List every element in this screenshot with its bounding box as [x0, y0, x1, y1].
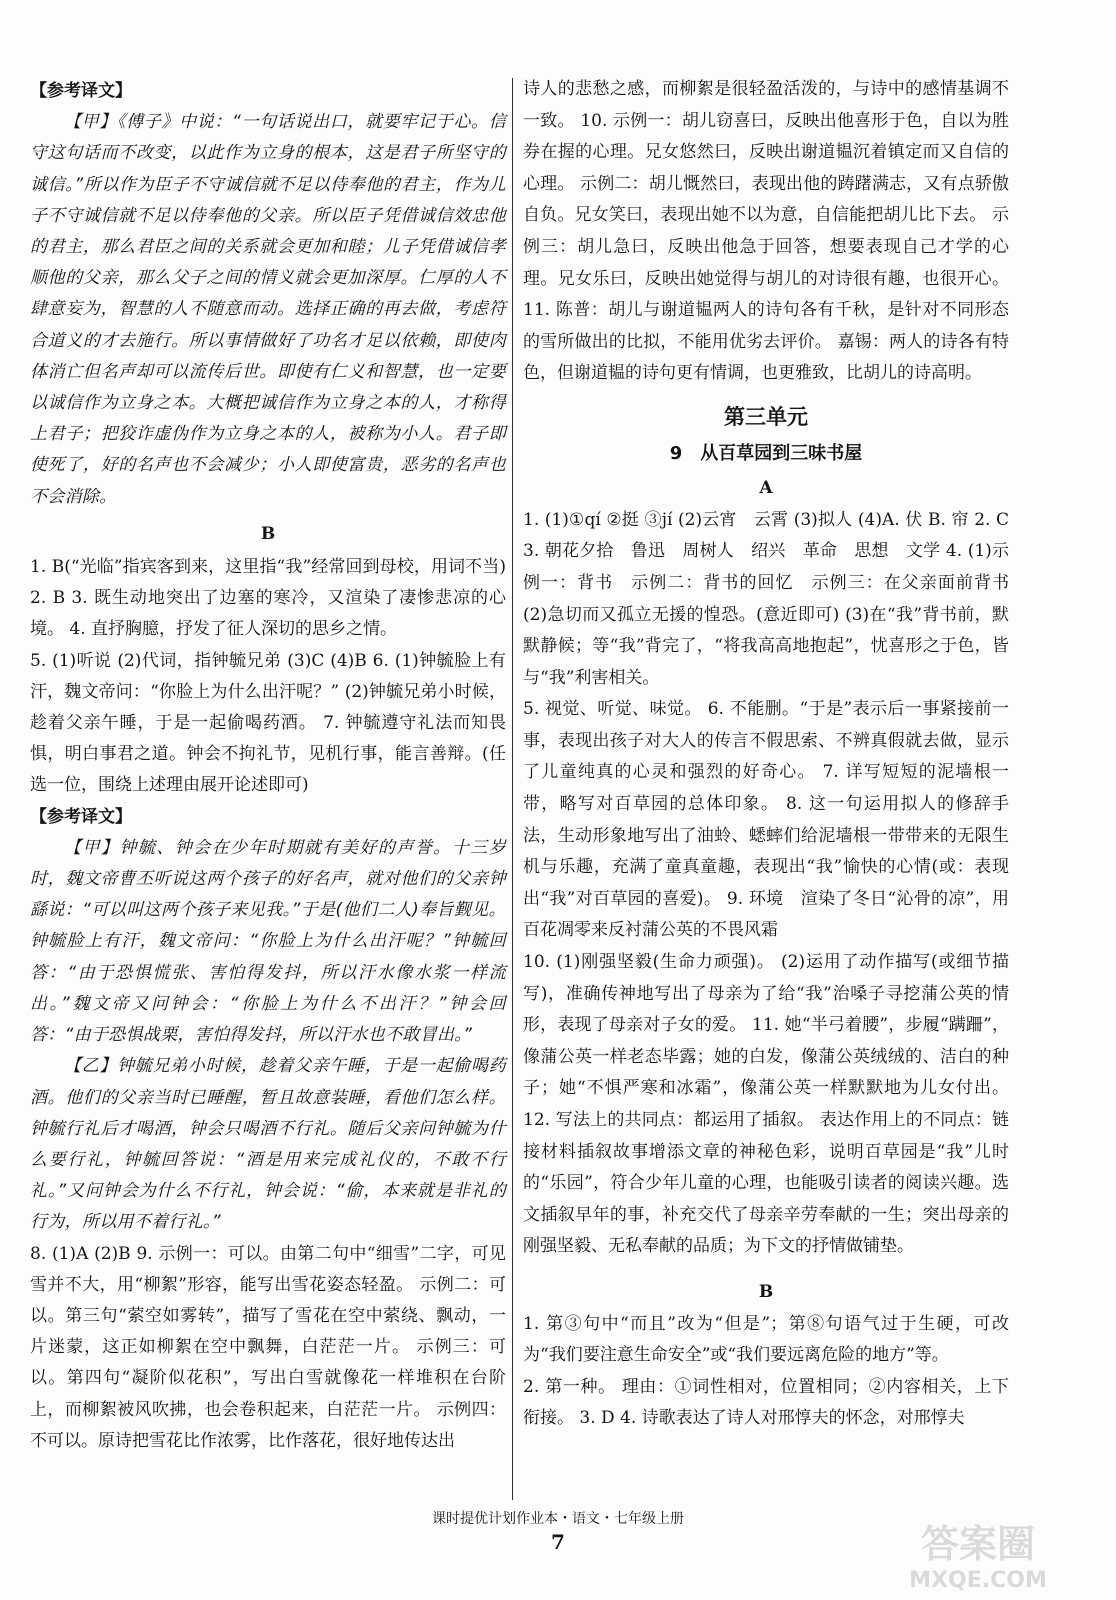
watermark-text: 答案圈 [920, 1522, 1036, 1566]
answers-b-1: 1. 第③句中“而且”改为“但是”；第⑧句语气过于生硬，可改为“我们要注意生命安全”或“我们要远离危险的地方”等。 [523, 1313, 1009, 1366]
answers-a-5-9: 5. 视觉、听觉、味觉。 6. 不能删。“于是”表示后一事紧接前一事，表现出孩子对大人的传言不假思索、不辨真假就去做，显示了儿童纯真的心灵和强烈的好奇心。 7. 详写短短的泥墙根一带，略写对百草园的总体印象。 8. 这一句运用拟人的修辞手法，生动形象地写出了油蛉、蟋蟀们给泥墙根一带带来的无限生机与乐趣，充满了童真童趣，表现出“我”愉快的心情(或：表现出“我”对百草园的喜爱)。 9. 环境 渲染了冬日“沁骨的凉”，用百花凋零来反衬蒲公英的不畏风霜 [523, 699, 1009, 941]
section-b-label: B [260, 523, 276, 544]
right-column [523, 74, 1009, 1435]
watermark-url: MXQE.COM [909, 1568, 1047, 1593]
reference-translation-heading-2: 【参考译文】 [30, 806, 132, 827]
answers-8-9: 8. (1)A (2)B 9. 示例一：可以。由第二句中“细雪”二字，可见雪并不大，用“柳絮”形容，能写出雪花姿态轻盈。 示例二：可以。第三句“萦空如雾转”，描写了雪花在空中萦绕、飘动，一片迷蒙，这正如柳絮在空中飘舞，白茫茫一片。 示例三：可以。第四句“凝阶似花积”，写出白雪就像花一样堆积在台阶上，而柳絮被风吹拂，也会卷积起来，白茫茫一片。 示例四：不可以。原诗把雪花比作浓雾，比作落花，很好地传达出 [30, 1243, 506, 1451]
watermark-logo [880, 1515, 1076, 1593]
footer-series-title: 课时提优计划作业本・语文・七年级上册 [432, 1511, 684, 1527]
translation-paragraph-jia-2: 【甲】钟毓、钟会在少年时期就有美好的声誉。十三岁时，魏文帝曹丕听说这两个孩子的好名声，就对他们的父亲钟繇说：“可以叫这两个孩子来见我。”于是(他们二人)奉旨觐见。钟毓脸上有汗，魏文帝问：“你脸上为什么出汗呢？”钟毓回答：“由于恐惧慌张、害怕得发抖，所以汗水像水浆一样流出。”魏文帝又问钟会：“你脸上为什么不出汗？”钟会回答：“由于恐惧战栗，害怕得发抖，所以汗水也不敢冒出。” [30, 837, 506, 1046]
answers-a-10-12: 10. (1)刚强坚毅(生命力顽强)。 (2)运用了动作描写(或细节描写)，准确传神地写出了母亲为了给“我”治嗓子寻挖蒲公英的情形，表现了母亲对子女的爱。 11. 她“半弓着腰”，步履“蹒跚”，像蒲公英一样老态毕露；她的白发，像蒲公英绒绒的、洁白的种子；她“不惧严寒和冰霜”，像蒲公英一样默默地为儿女付出。 12. 写法上的共同点：都运用了插叙。 表达作用上的不同点：链接材料插叙故事增添文章的神秘色彩，说明百草园是“我”儿时的“乐园”，符合少年儿童的心理，也能吸引读者的阅读兴趣。选文插叙早年的事，补充交代了母亲辛劳奉献的一生；突出母亲的刚强坚毅、无私奉献的品质；为下文的抒情做铺垫。 [523, 952, 1009, 1257]
translation-paragraph-yi: 【乙】钟毓兄弟小时候，趁着父亲午睡，于是一起偷喝药酒。他们的父亲当时已睡醒，暂且故意装睡，看他们怎么样。钟毓行礼后才喝酒，钟会只喝酒不行礼。随后父亲问钟毓为什么要行礼，钟毓回答说：“酒是用来完成礼仪的，不敢不行礼。”又问钟会为什么不行礼，钟会说：“偷，本来就是非礼的行为，所以用不着行礼。” [30, 1056, 506, 1233]
section-a-label: A [759, 478, 773, 499]
translation-paragraph-jia: 【甲】《傅子》中说：“一句话说出口，就要牢记于心。信守这句话而不改变，以此作为立身的根本，这是君子所坚守的诚信。”所以作为臣子不守诚信就不足以侍奉他的君主，作为儿子不守诚信就不足以侍奉他的父亲。所以臣子凭借诚信效忠他的君主，那么君臣之间的关系就会更加和睦；儿子凭借诚信孝顺他的父亲，那么父子之间的情义就会更加深厚。仁厚的人不肆意妄为，智慧的人不随意而动。选择正确的再去做，考虑符合道义的才去施行。所以事情做好了功名才足以依赖，即使肉体消亡但名声却可以流传后世。即使有仁义和智慧，也一定要以诚信作为立身之本。大概把诚信作为立身之本的人，才称得上君子；把狡诈虚伪作为立身之本的人，被称为小人。君子即使死了，好的名声也不会减少；小人即使富贵，恶劣的名声也不会消除。 [30, 112, 506, 507]
answers-b-2-4: 2. 第一种。 理由：①词性相对，位置相同；②内容相关，上下衔接。 3. D 4. 诗歌表达了诗人对邢惇夫的怀念，对邢惇夫 [523, 1376, 1009, 1429]
answers-continued-10-11: 诗人的悲愁之感，而柳絮是很轻盈活泼的，与诗中的感情基调不一致。 10. 示例一：胡儿窃喜曰，反映出他喜形于色，自以为胜券在握的心理。兄女悠然曰，反映出谢道韫沉着镇定而又自信的心理。 示例二：胡儿慨然曰，表现出他的踌躇满志，又有点骄傲自负。兄女笑曰，表现出她不以为意，自信能把胡儿比下去。 示例三：胡儿急曰，反映出他急于回答，想要表现自己才学的心理。兄女乐曰，反映出她觉得与胡儿的对诗很有趣，也很开心。 11. 陈普：胡儿与谢道韫两人的诗句各有千秋，是针对不同形态的雪所做出的比拟，不能用优劣去评价。 嘉锡：两人的诗各有特色，但谢道韫的诗句更有情调，也更雅致，比胡儿的诗高明。 [523, 79, 1009, 384]
answers-1-4: 1. B(“光临”指宾客到来，这里指“我”经常回到母校，用词不当) 2. B 3. 既生动地突出了边塞的寒冷，又渲染了凄惨悲凉的心境。 4. 直抒胸臆，抒发了征人深切的思乡之情。 [30, 557, 506, 640]
section-b-label-right: B [758, 1281, 774, 1302]
column-divider [512, 78, 513, 1500]
page-number: 7 [551, 1530, 565, 1554]
answers-5-7: 5. (1)听说 (2)代词，指钟毓兄弟 (3)C (4)B 6. (1)钟毓脸上有汗，魏文帝问：“你脸上为什么出汗呢？” (2)钟毓兄弟小时候，趁着父亲午睡，于是一起偷喝药酒。 7. 钟毓遵守礼法而知畏惧，明白事君之道。钟会不拘礼节，见机行事，能言善辩。(任选一位，围绕上述理由展开论述即可) [30, 650, 506, 796]
unit-title: 第三单元 [724, 404, 808, 429]
answers-a-1-4: 1. (1)①qí ②挺 ③jí (2)云宵 云霄 (3)拟人 (4)A. 伏 B. 帘 2. C 3. 朝花夕拾 鲁迅 周树人 绍兴 革命 思想 文学 4. (1)示例一：背书 示例二：背书的回忆 示例三：在父亲面前背书 (2)急切而又孤立无援的惶恐。(意近即可) (3)在“我”背书前，默默静候；等“我”背完了，“将我高高地抱起”，忧喜形之于色，皆与“我”利害相关。 [523, 509, 1009, 688]
reference-translation-heading: 【参考译文】 [30, 81, 132, 101]
left-column [30, 76, 506, 1457]
lesson-title: 9 从百草园到三味书屋 [669, 442, 863, 464]
